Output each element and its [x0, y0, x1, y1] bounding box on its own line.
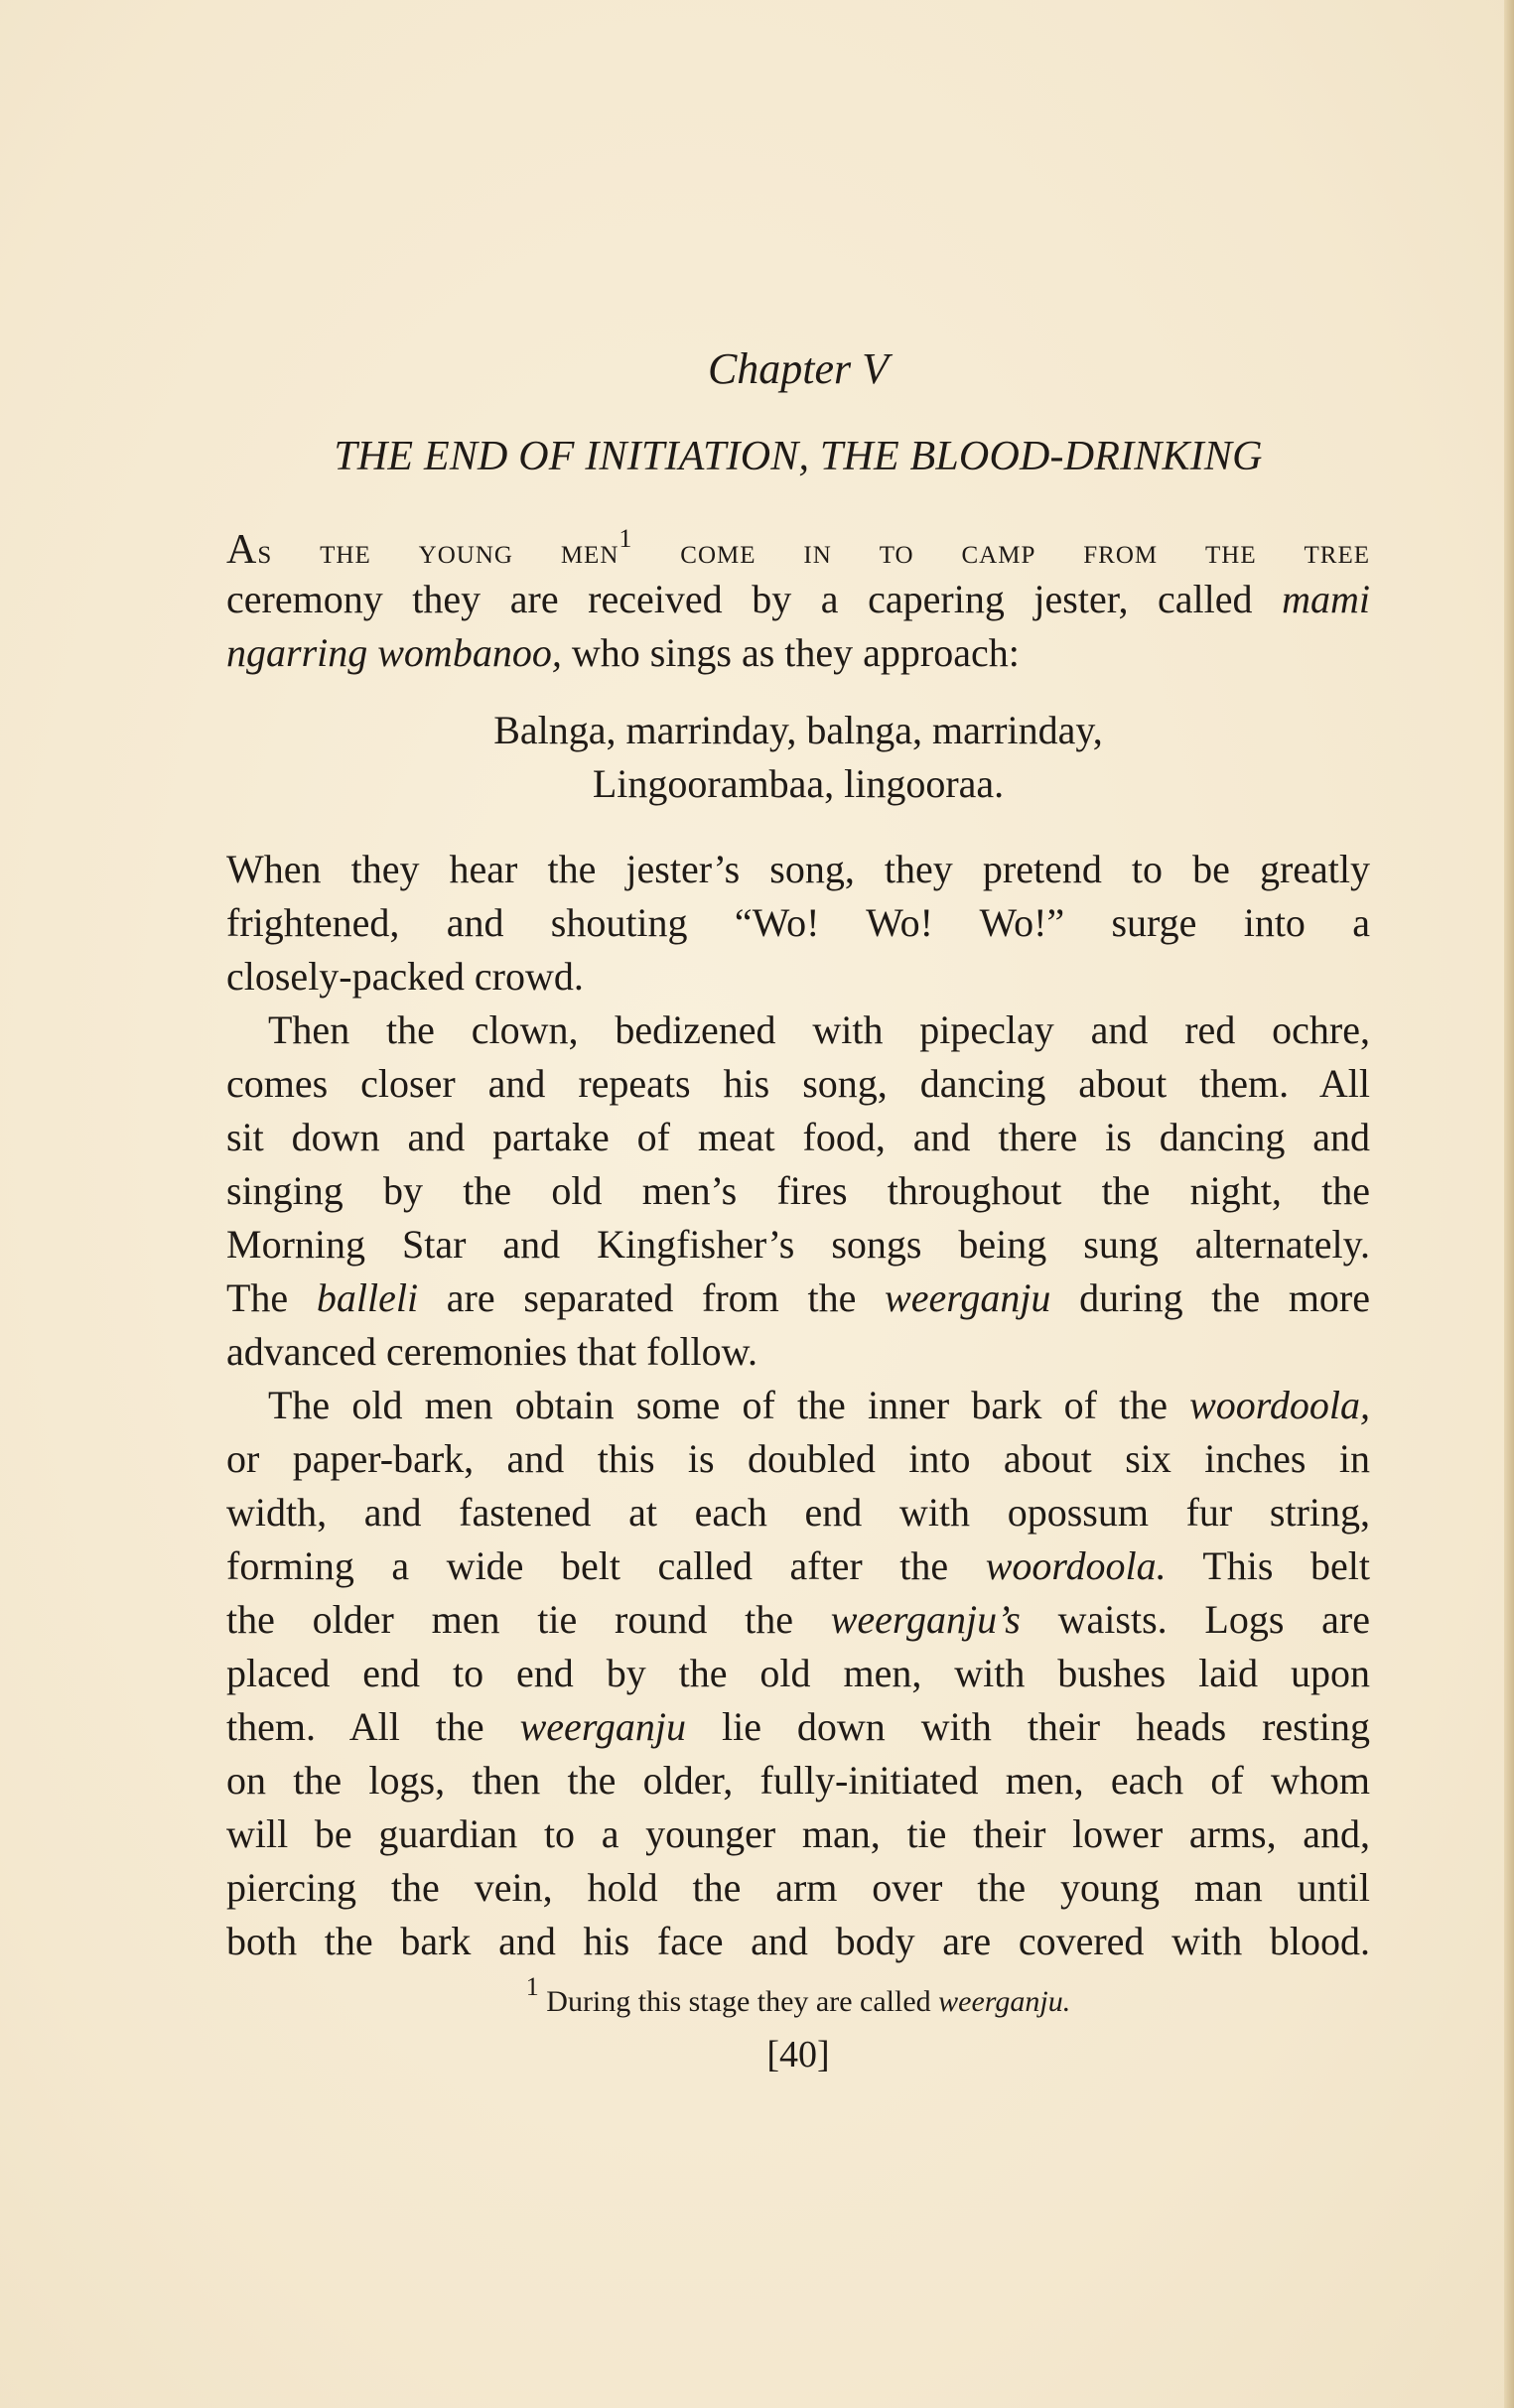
text-line: forming a wide belt called after the woordoola. This belt	[226, 1543, 1370, 1588]
text-line: sit down and partake of meat food, and there is dancing and	[226, 1115, 1370, 1159]
text-line: singing by the old men’s fires throughout the night, the	[226, 1168, 1370, 1213]
text-line: on the logs, then the older, fully-initiated men, each of whom	[226, 1758, 1370, 1803]
text-line: placed end to end by the old men, with bushes laid upon	[226, 1651, 1370, 1695]
text-line: The balleli are separated from the weerganju during the more	[226, 1275, 1371, 1320]
text-line: The old men obtain some of the inner bark of the woordoola,	[268, 1383, 1370, 1427]
text-line: closely-packed crowd.	[226, 954, 584, 999]
text-line: Morning Star and Kingfisher’s songs being sung alternately.	[226, 1222, 1370, 1267]
text-line: When they hear the jester’s song, they pretend to be greatly	[226, 847, 1370, 891]
text-line: them. All the weerganju lie down with their heads resting	[226, 1704, 1370, 1749]
text-line: or paper-bark, and this is doubled into about six inches in	[226, 1436, 1370, 1481]
footnote: $^1$ During this stage they are called weerganju.	[525, 1972, 1071, 2018]
text-line: comes closer and repeats his song, dancing about them. All	[226, 1061, 1370, 1106]
text-line: piercing the vein, hold the arm over the young man until	[226, 1865, 1370, 1910]
text-line: frightened, and shouting “Wo! Wo! Wo!” surge into a	[226, 900, 1370, 945]
text-line: advanced ceremonies that follow.	[226, 1329, 757, 1374]
text-line: will be guardian to a younger man, tie their lower arms, and,	[226, 1811, 1370, 1856]
text-line: Then the clown, bedizened with pipeclay and red ochre,	[268, 1007, 1370, 1052]
text-line: the older men tie round the weerganju’s waists. Logs are	[226, 1597, 1371, 1642]
page-edge	[1504, 0, 1514, 2408]
page-number: [40]	[766, 2034, 830, 2075]
footnote-mark: 1	[525, 1972, 539, 2001]
chapter-title: THE END OF INITIATION, THE BLOOD-DRINKING	[334, 434, 1263, 479]
text-line: width, and fastened at each end with opossum fur string,	[226, 1490, 1370, 1535]
chapter-heading: Chapter V	[707, 344, 890, 393]
text-line: ceremony they are received by a capering jester, called mami	[226, 577, 1370, 621]
footnote-ref: 1	[619, 524, 633, 553]
song-line: Lingoorambaa, lingooraa.	[592, 761, 1005, 806]
text-line: ngarring wombanoo, who sings as they approach:	[226, 630, 1020, 675]
opening-line: As the young men$^1$ come in to camp from the tree	[226, 524, 1371, 573]
song-line: Balnga, marrinday, balnga, marrinday,	[493, 708, 1103, 752]
text-line: both the bark and his face and body are covered with blood.	[226, 1919, 1370, 1963]
